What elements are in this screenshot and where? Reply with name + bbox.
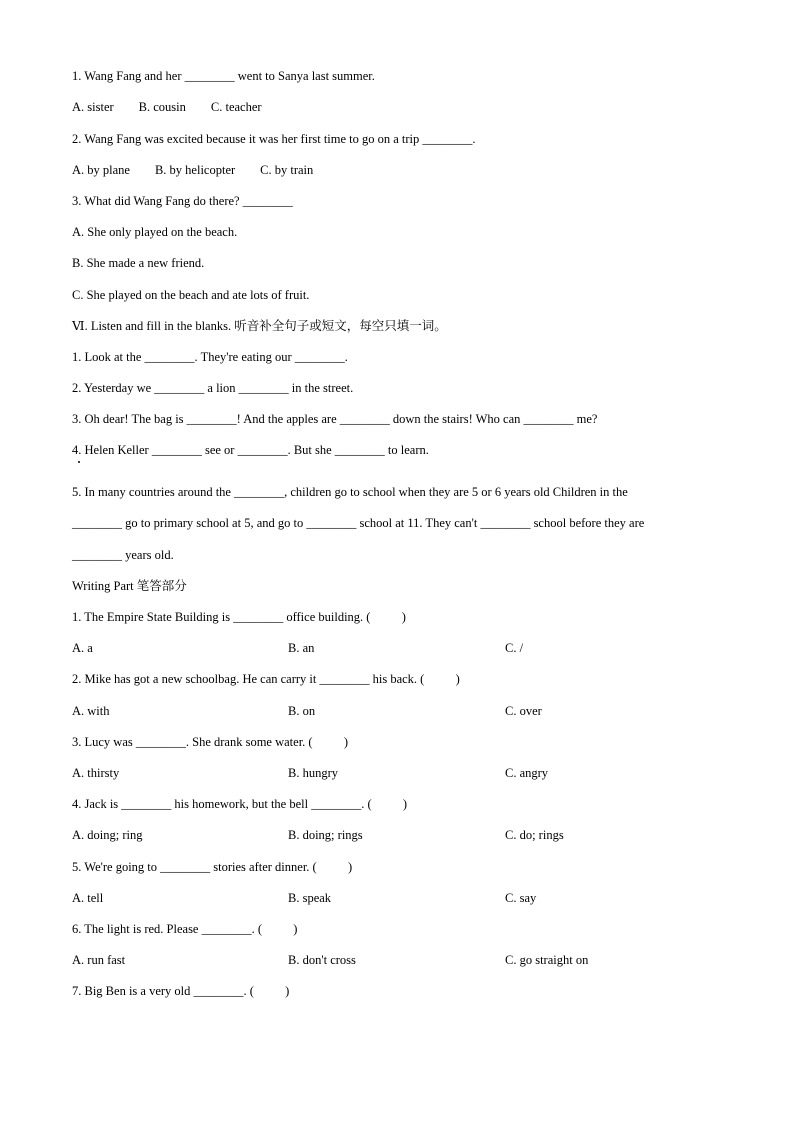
fill-item: 1. Look at the ________. They're eating our ________. xyxy=(72,350,348,364)
question-stem: 2. Mike has got a new schoolbag. He can carry it ________ his back. ( ) xyxy=(72,672,460,686)
question-stem: 1. The Empire State Building is ________ office building. ( ) xyxy=(72,610,406,624)
option-a: A. with xyxy=(72,704,110,718)
option-b: B. She made a new friend. xyxy=(72,256,205,270)
option-a: A. tell xyxy=(72,891,104,905)
option-b: B. on xyxy=(288,704,316,718)
passage-line: 5. In many countries around the ________, children go to school when they are 5 or 6 years old Children in the xyxy=(72,485,628,499)
fill-item: 4. Helen Keller ________ see or ________. But she ________ to learn. xyxy=(72,443,429,457)
option-b: B. an xyxy=(288,641,315,655)
option-c: C. She played on the beach and ate lots of fruit. xyxy=(72,288,310,302)
option-c: C. angry xyxy=(505,766,549,780)
option-a: A. thirsty xyxy=(72,766,120,780)
fill-item: 2. Yesterday we ________ a lion ________ in the street. xyxy=(72,381,354,395)
question-stem: 4. Jack is ________ his homework, but the bell ________. ( ) xyxy=(72,797,408,811)
option-c: C. / xyxy=(505,641,524,655)
stray-mark xyxy=(78,461,80,463)
option-a: A. run fast xyxy=(72,953,126,967)
option-a: A. doing; ring xyxy=(72,828,143,842)
question-stem: 6. The light is red. Please ________. ( ) xyxy=(72,922,298,936)
option-b: B. hungry xyxy=(288,766,338,780)
fill-item: 3. Oh dear! The bag is ________! And the apples are ________ down the stairs! Who can ________ me? xyxy=(72,412,598,426)
question-options: A. by plane B. by helicopter C. by train xyxy=(72,163,314,177)
option-b: B. doing; rings xyxy=(288,828,363,842)
question-stem: 1. Wang Fang and her ________ went to Sanya last summer. xyxy=(72,69,375,83)
section-heading: Writing Part 笔答部分 xyxy=(72,579,187,593)
passage-line: ________ years old. xyxy=(72,548,174,562)
question-stem: 3. Lucy was ________. She drank some water. ( ) xyxy=(72,735,348,749)
question-stem: 5. We're going to ________ stories after dinner. ( ) xyxy=(72,860,353,874)
passage-line: ________ go to primary school at 5, and go to ________ school at 11. They can't ________ school before they are xyxy=(72,516,645,530)
option-b: B. speak xyxy=(288,891,332,905)
question-stem: 2. Wang Fang was excited because it was her first time to go on a trip ________. xyxy=(72,132,476,146)
option-c: C. go straight on xyxy=(505,953,589,967)
option-c: C. over xyxy=(505,704,542,718)
section-heading: Ⅵ. Listen and fill in the blanks. 听音补全句子或短文，每空只填一词。 xyxy=(72,319,447,333)
option-a: A. a xyxy=(72,641,93,655)
option-b: B. don't cross xyxy=(288,953,356,967)
option-c: C. say xyxy=(505,891,537,905)
question-options: A. sister B. cousin C. teacher xyxy=(72,100,262,114)
question-stem: 7. Big Ben is a very old ________. ( ) xyxy=(72,984,290,998)
question-stem: 3. What did Wang Fang do there? ________ xyxy=(72,194,293,208)
option-a: A. She only played on the beach. xyxy=(72,225,238,239)
option-c: C. do; rings xyxy=(505,828,564,842)
